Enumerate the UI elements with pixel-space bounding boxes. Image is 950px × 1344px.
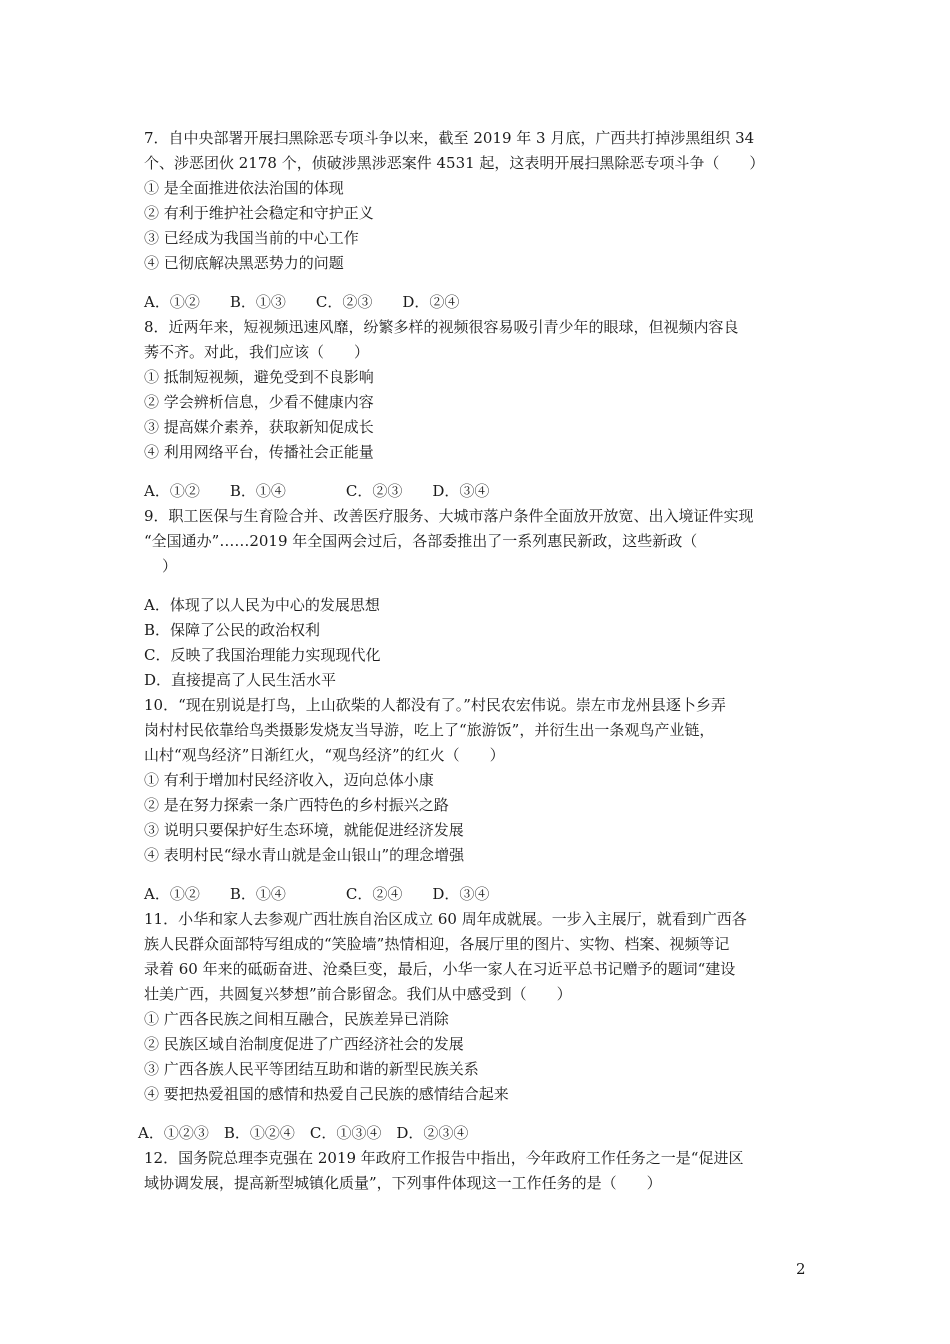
q12-stem-line: 12．国务院总理李克强在 2019 年政府工作报告中指出，今年政府工作任务之一是“促进区	[144, 1149, 744, 1167]
q9-option: C．反映了我国治理能力实现现代化	[144, 646, 381, 664]
q9-option: D．直接提高了人民生活水平	[144, 671, 337, 689]
q10-option: ③ 说明只要保护好生态环境，就能促进经济发展	[144, 821, 464, 839]
q9-option: B．保障了公民的政治权利	[144, 621, 321, 639]
q10-stem-line: 岗村村民依靠给鸟类摄影发烧友当导游，吃上了“旅游饭”，并衍生出一条观鸟产业链，	[144, 721, 715, 739]
q9-stem-line: ）	[162, 557, 178, 575]
q7-stem-line: 7．自中央部署开展扫黑除恶专项斗争以来，截至 2019 年 3 月底，广西共打掉涉黑组织 34	[144, 129, 755, 147]
q11-stem-line: 11．小华和家人去参观广西壮族自治区成立 60 周年成就展。一步入主展厅，就看到广西各	[144, 910, 747, 928]
q8-stem-line: 莠不齐。对此，我们应该（ ）	[144, 343, 370, 361]
q9-stem-line: 9．职工医保与生育险合并、改善医疗服务、大城市落户条件全面放开放宽、出入境证件实现	[144, 507, 754, 525]
q9-stem-line: “全国通办”……2019 年全国两会过后，各部委推出了一系列惠民新政，这些新政（	[144, 532, 698, 550]
q11-answer-choices: A．①②③ B．①②④ C．①③④ D．②③④	[138, 1124, 469, 1142]
q8-option: ② 学会辨析信息，少看不健康内容	[144, 393, 374, 411]
q11-option: ③ 广西各族人民平等团结互助和谐的新型民族关系	[144, 1060, 479, 1078]
q7-option: ④ 已彻底解决黑恶势力的问题	[144, 254, 344, 272]
q8-stem-line: 8．近两年来，短视频迅速风靡，纷繁多样的视频很容易吸引青少年的眼球，但视频内容良	[144, 318, 739, 336]
q10-option: ① 有利于增加村民经济收入，迈向总体小康	[144, 771, 434, 789]
q8-option: ① 抵制短视频，避免受到不良影响	[144, 368, 374, 386]
q11-stem-line: 录着 60 年来的砥砺奋进、沧桑巨变，最后，小华一家人在习近平总书记赠予的题词“建设	[144, 960, 736, 978]
q11-stem-line: 壮美广西，共圆复兴梦想”前合影留念。我们从中感受到（ ）	[144, 985, 572, 1003]
q11-option: ② 民族区域自治制度促进了广西经济社会的发展	[144, 1035, 464, 1053]
q7-option: ① 是全面推进依法治国的体现	[144, 179, 344, 197]
q7-stem-line: 个、涉恶团伙 2178 个，侦破涉黑涉恶案件 4531 起，这表明开展扫黑除恶专项斗争（ ）	[144, 154, 765, 172]
q7-answer-choices: A．①② B．①③ C．②③ D．②④	[144, 293, 460, 311]
q8-option: ③ 提高媒介素养，获取新知促成长	[144, 418, 374, 436]
q11-option: ① 广西各民族之间相互融合，民族差异已消除	[144, 1010, 449, 1028]
q11-option: ④ 要把热爱祖国的感情和热爱自己民族的感情结合起来	[144, 1085, 509, 1103]
q8-option: ④ 利用网络平台，传播社会正能量	[144, 443, 374, 461]
q10-option: ④ 表明村民“绿水青山就是金山银山”的理念增强	[144, 846, 465, 864]
q12-stem-line: 域协调发展，提高新型城镇化质量”，下列事件体现这一工作任务的是（ ）	[144, 1174, 662, 1192]
q10-answer-choices: A．①② B．①④ C．②④ D．③④	[144, 885, 490, 903]
q8-answer-choices: A．①② B．①④ C．②③ D．③④	[144, 482, 490, 500]
q11-stem-line: 族人民群众面部特写组成的“笑脸墙”热情相迎，各展厅里的图片、实物、档案、视频等记	[144, 935, 730, 953]
q10-stem-line: 10．“现在别说是打鸟，上山砍柴的人都没有了。”村民农宏伟说。崇左市龙州县逐卜乡弄	[144, 696, 726, 714]
page-number: 2	[796, 1260, 806, 1278]
q10-stem-line: 山村“观鸟经济”日渐红火，“观鸟经济”的红火（ ）	[144, 746, 505, 764]
q10-option: ② 是在努力探索一条广西特色的乡村振兴之路	[144, 796, 449, 814]
q7-option: ② 有利于维护社会稳定和守护正义	[144, 204, 374, 222]
q9-option: A．体现了以人民为中心的发展思想	[144, 596, 380, 614]
q7-option: ③ 已经成为我国当前的中心工作	[144, 229, 359, 247]
